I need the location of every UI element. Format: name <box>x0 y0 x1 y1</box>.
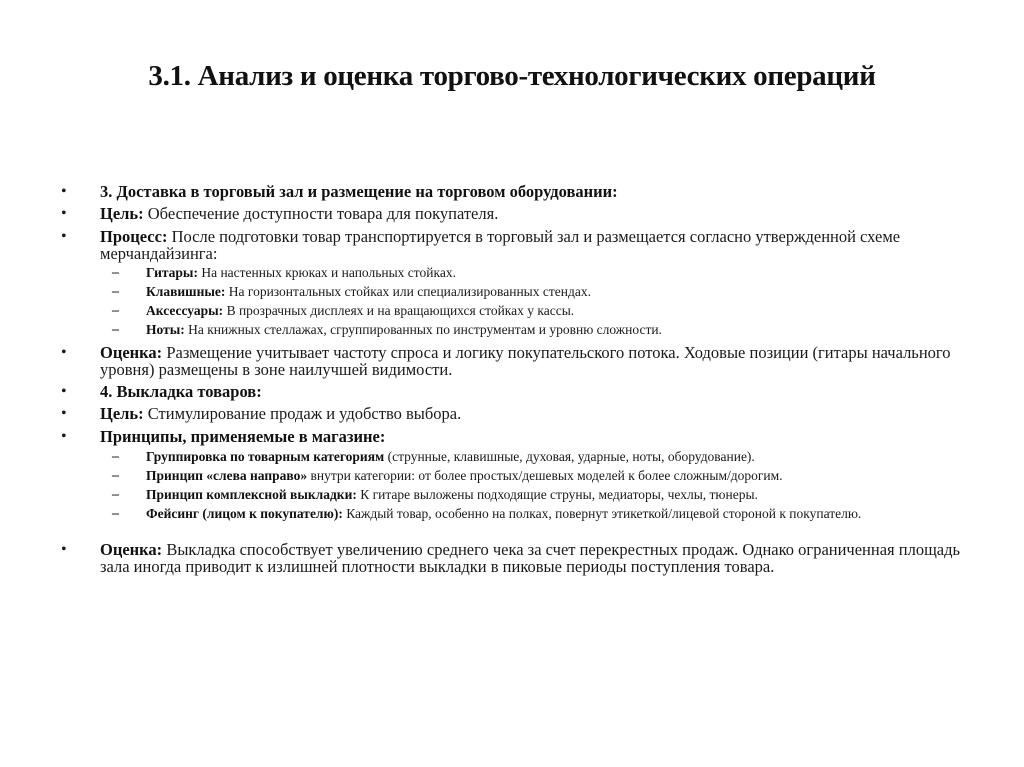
item-text: После подготовки товар транспортируется в торговый зал и размещается согласно утвержденной схеме мерчандайзинга: <box>100 227 901 263</box>
item-text: (струнные, клавишные, духовая, ударные, ноты, оборудование). <box>384 449 755 464</box>
item-heading: Процесс: <box>100 227 168 246</box>
dash-marker: – <box>112 506 119 521</box>
dash-marker: – <box>112 468 119 483</box>
item-text: На настенных крюках и напольных стойках. <box>197 265 456 280</box>
item-heading: Цель: <box>100 204 144 223</box>
item-text: Выкладка способствует увеличению среднего чека за счет перекрестных продаж. Однако ограниченная площадь зала иногда приводит к излишней плотности выкладки в пиковые периоды поступления товара. <box>100 540 961 576</box>
item-text: внутри категории: от более простых/дешевых моделей к более сложным/дорогим. <box>307 468 783 483</box>
dash-marker: – <box>112 322 119 337</box>
item-text: В прозрачных дисплеях и на вращающихся стойках у кассы. <box>223 303 575 318</box>
bullet-marker: • <box>61 228 67 245</box>
item-heading: Ноты: <box>146 322 185 337</box>
item-heading: Цель: <box>100 404 144 423</box>
bullet-marker: • <box>61 183 67 200</box>
dash-marker: – <box>112 265 119 280</box>
item-heading: 4. Выкладка товаров: <box>100 382 262 401</box>
dash-marker: – <box>112 284 119 299</box>
dash-marker: – <box>112 487 119 502</box>
slide-title: 3.1. Анализ и оценка торгово-технологических операций <box>148 60 876 92</box>
item-heading: Принцип комплексной выкладки: <box>146 487 357 502</box>
item-text: Размещение учитывает частоту спроса и логику покупательского потока. Ходовые позиции (гитары начального уровня) размещены в зоне наилучшей видимости. <box>100 343 951 379</box>
item-heading: 3. Доставка в торговый зал и размещение на торговом оборудовании: <box>100 182 618 201</box>
item-heading: Аксессуары: <box>146 303 224 318</box>
item-text: К гитаре выложены подходящие струны, медиаторы, чехлы, тюнеры. <box>356 487 758 502</box>
bullet-marker: • <box>61 405 67 422</box>
item-text: Каждый товар, особенно на полках, повернут этикеткой/лицевой стороной к покупателю. <box>342 506 862 521</box>
bullet-marker: • <box>61 205 67 222</box>
item-heading: Фейсинг (лицом к покупателю): <box>146 506 343 521</box>
item-heading: Клавишные: <box>146 284 226 299</box>
bullet-marker: • <box>61 344 67 361</box>
bullet-marker: • <box>61 428 67 445</box>
bullet-marker: • <box>61 541 67 558</box>
dash-marker: – <box>112 449 119 464</box>
item-heading: Группировка по товарным категориям <box>146 449 385 464</box>
bullet-marker: • <box>61 383 67 400</box>
item-heading: Принцип «слева направо» <box>146 468 308 483</box>
dash-marker: – <box>112 303 119 318</box>
item-heading: Принципы, применяемые в магазине: <box>100 427 386 446</box>
item-text: На книжных стеллажах, сгруппированных по инструментам и уровню сложности. <box>184 322 662 337</box>
item-heading: Гитары: <box>146 265 198 280</box>
item-heading: Оценка: <box>100 540 163 559</box>
item-text: Стимулирование продаж и удобство выбора. <box>143 404 462 423</box>
item-text: Обеспечение доступности товара для покупателя. <box>143 204 499 223</box>
item-text: На горизонтальных стойках или специализированных стендах. <box>225 284 591 299</box>
item-heading: Оценка: <box>100 343 163 362</box>
